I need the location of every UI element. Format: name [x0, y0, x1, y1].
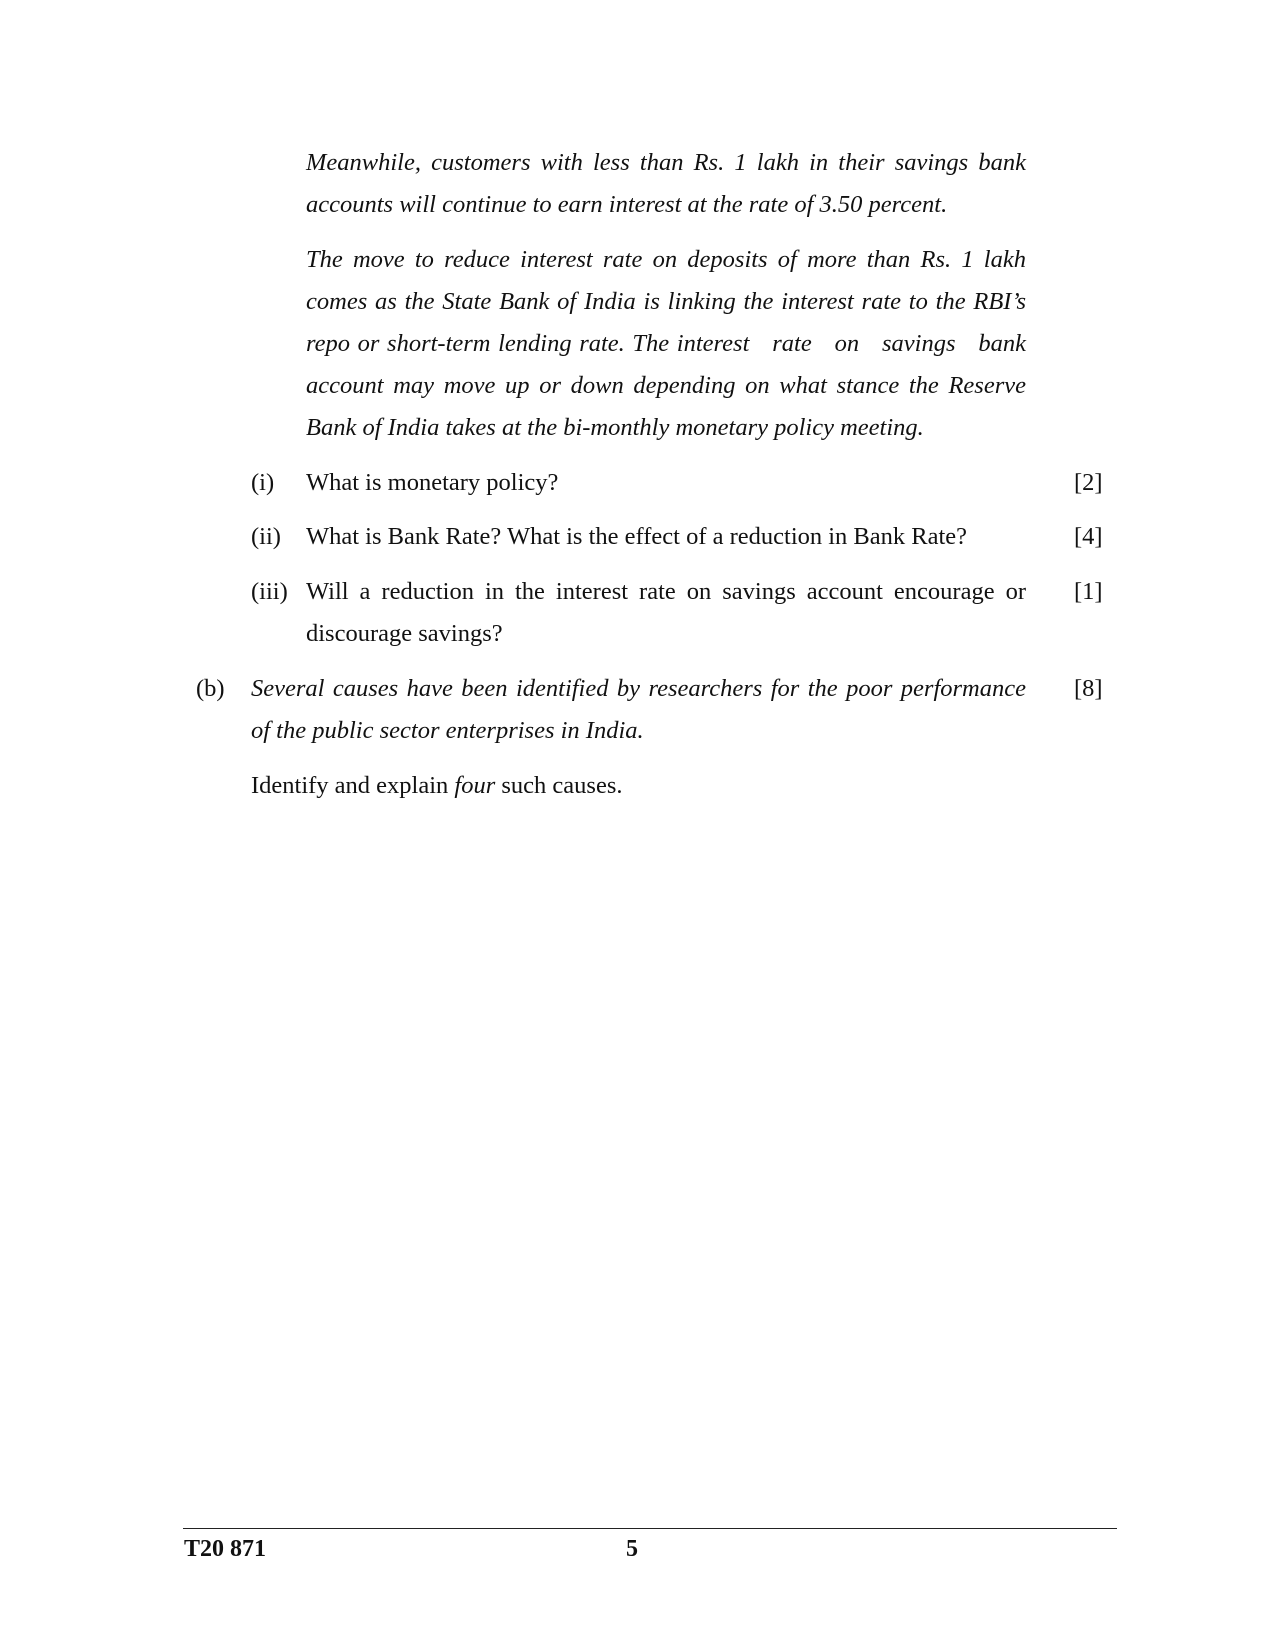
- marks-label: [2]: [1074, 469, 1103, 496]
- passage-line: account may move up or down depending on what stance the Reserve: [306, 372, 1026, 399]
- subquestion-number: (ii): [251, 523, 281, 550]
- passage-line: The move to reduce interest rate on deposits of more than Rs. 1 lakh: [306, 246, 1026, 273]
- paper-code: T20 871: [184, 1536, 267, 1562]
- marks-label: [4]: [1074, 523, 1103, 550]
- question-text: of the public sector enterprises in India.: [251, 717, 644, 744]
- passage-line: repo or short-term lending rate. The interest rate on savings bank: [306, 330, 1026, 357]
- passage-line: Bank of India takes at the bi-monthly monetary policy meeting.: [306, 414, 924, 441]
- instruction-text: Identify and explain: [251, 772, 455, 799]
- instruction-emphasis: four: [454, 772, 496, 799]
- marks-label: [8]: [1074, 675, 1103, 702]
- subquestion-number: (iii): [251, 578, 288, 605]
- subquestion-text: discourage savings?: [306, 620, 503, 647]
- question-instruction: [251, 774, 623, 799]
- instruction-text: such causes.: [495, 772, 623, 799]
- subquestion-text: What is Bank Rate? What is the effect of a reduction in Bank Rate?: [306, 523, 968, 550]
- subquestion-text: What is monetary policy?: [306, 469, 559, 496]
- footer-divider: [183, 1528, 1117, 1529]
- subquestion-number: (i): [251, 469, 275, 496]
- question-text: Several causes have been identified by researchers for the poor performance: [251, 675, 1026, 702]
- subquestion-text: Will a reduction in the interest rate on savings account encourage or: [306, 578, 1026, 605]
- question-number: (b): [196, 675, 225, 702]
- passage-line: Meanwhile, customers with less than Rs. 1 lakh in their savings bank: [306, 149, 1026, 176]
- page-number: 5: [626, 1536, 638, 1562]
- marks-label: [1]: [1074, 578, 1103, 605]
- passage-line: accounts will continue to earn interest at the rate of 3.50 percent.: [306, 191, 948, 218]
- passage-line: comes as the State Bank of India is linking the interest rate to the RBI’s: [306, 288, 1026, 315]
